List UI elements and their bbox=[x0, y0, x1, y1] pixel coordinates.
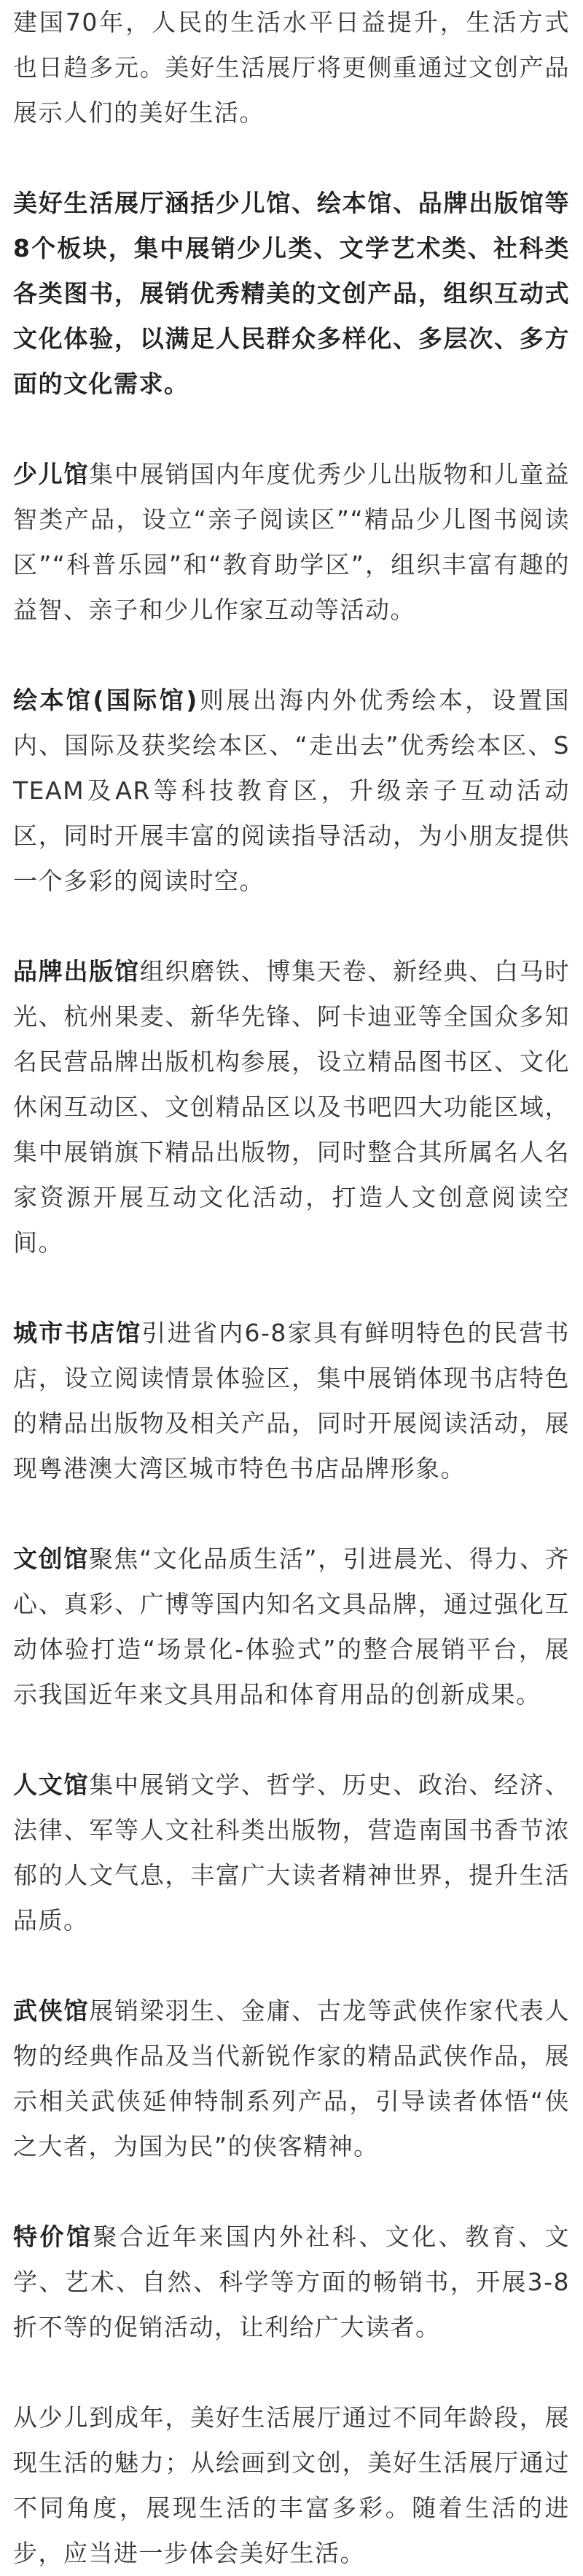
wuxia-hall-paragraph bbox=[13, 1988, 570, 2169]
cultural-creative-hall-name: 文创馆 bbox=[13, 1545, 89, 1573]
intro-paragraph bbox=[13, 0, 570, 136]
article-body bbox=[13, 0, 570, 2576]
overview-paragraph bbox=[13, 181, 570, 407]
brand-publishing-hall-description: 组织磨铁、博集天卷、新经典、白马时光、杭州果麦、新华先锋、阿卡迪亚等全国众多知名民营品牌出版机构参展，设立精品图书区、文化休闲互动区、文创精品区以及书吧四大功能区域，集中展销旗下精品出版物，同时整合其所属名人名家资源开展互动文化活动，打造人文创意阅读空间。 bbox=[13, 957, 571, 1257]
humanities-hall-description: 集中展销文学、哲学、历史、政治、经济、法律、军等人文社科类出版物，营造南国书香节浓郁的人文气息，丰富广大读者精神世界，提升生活品质。 bbox=[13, 1771, 571, 1935]
closing-paragraph bbox=[13, 2395, 570, 2576]
brand-publishing-hall-name: 品牌出版馆 bbox=[13, 957, 140, 985]
wuxia-hall-name: 武侠馆 bbox=[13, 1997, 90, 2025]
overview-text: 美好生活展厅涵括少儿馆、绘本馆、品牌出版馆等8个板块，集中展销少儿类、文学艺术类、社科类各类图书，展销优秀精美的文创产品，组织互动式文化体验，以满足人民群众多样化、多层次、多方面的文化需求。 bbox=[13, 189, 570, 398]
humanities-hall-paragraph bbox=[13, 1763, 570, 1943]
picture-book-hall-name: 绘本馆(国际馆) bbox=[13, 686, 198, 714]
discount-hall-paragraph bbox=[13, 2214, 570, 2350]
city-bookstore-hall-paragraph bbox=[13, 1311, 570, 1491]
closing-text: 从少儿到成年，美好生活展厅通过不同年龄段，展现生活的魅力；从绘画到文创，美好生活展厅通过不同角度，展现生活的丰富多彩。随着生活的进步，应当进一步体会美好生活。 bbox=[13, 2403, 570, 2567]
picture-book-hall-description: 则展出海内外优秀绘本，设置国内、国际及获奖绘本区、“走出去”优秀绘本区、STEAM及AR等科技教育区，升级亲子互动活动区，同时开展丰富的阅读指导活动，为小朋友提供一个多彩的阅读时空。 bbox=[13, 686, 571, 895]
picture-book-hall-paragraph bbox=[13, 678, 570, 904]
intro-text: 建国70年，人民的生活水平日益提升，生活方式也日趋多元。美好生活展厅将更侧重通过文创产品展示人们的美好生活。 bbox=[13, 8, 570, 127]
children-hall-name: 少儿馆 bbox=[13, 460, 90, 488]
children-hall-description: 集中展销国内年度优秀少儿出版物和儿童益智类产品，设立“亲子阅读区”“精品少儿图书阅读区”“科普乐园”和“教育助学区”，组织丰富有趣的益智、亲子和少儿作家互动等活动。 bbox=[13, 460, 571, 624]
discount-hall-name: 特价馆 bbox=[13, 2222, 93, 2251]
children-hall-paragraph bbox=[13, 452, 570, 633]
humanities-hall-name: 人文馆 bbox=[13, 1771, 90, 1799]
wuxia-hall-description: 展销梁羽生、金庸、古龙等武侠作家代表人物的经典作品及当代新锐作家的精品武侠作品，展示相关武侠延伸特制系列产品，引导读者体悟“侠之大者，为国为民”的侠客精神。 bbox=[13, 1997, 571, 2161]
city-bookstore-hall-name: 城市书店馆 bbox=[13, 1319, 142, 1347]
discount-hall-description: 聚合近年来国内外社科、文化、教育、文学、艺术、自然、科学等方面的畅销书，开展3-8折不等的促销活动，让利给广大读者。 bbox=[13, 2222, 571, 2341]
cultural-creative-hall-description: 聚焦“文化品质生活”，引进晨光、得力、齐心、真彩、广博等国内知名文具品牌，通过强化互动体验打造“场景化-体验式”的整合展销平台，展示我国近年来文具用品和体育用品的创新成果。 bbox=[13, 1545, 571, 1709]
cultural-creative-hall-paragraph bbox=[13, 1537, 570, 1717]
city-bookstore-hall-description: 引进省内6-8家具有鲜明特色的民营书店，设立阅读情景体验区，集中展销体现书店特色的精品出版物及相关产品，同时开展阅读活动，展现粤港澳大湾区城市特色书店品牌形象。 bbox=[13, 1319, 571, 1483]
brand-publishing-hall-paragraph bbox=[13, 949, 570, 1265]
